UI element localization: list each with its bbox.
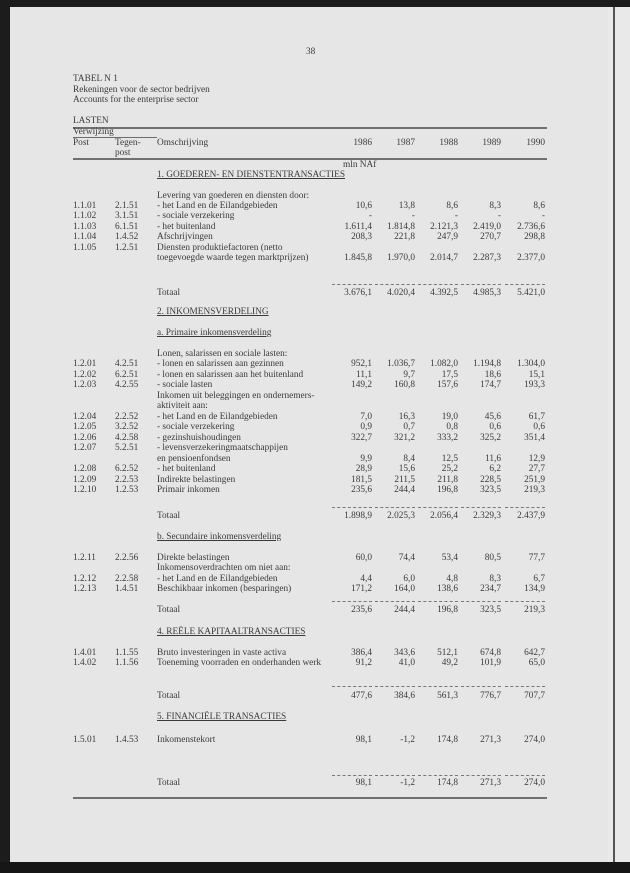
table-row-value: - <box>411 211 415 221</box>
total-value: 219,3 <box>524 605 545 615</box>
table-row-value: 512,1 <box>437 648 458 658</box>
table-id: TABEL N 1 <box>73 74 118 84</box>
table-row-value: 28,9 <box>355 464 372 474</box>
table-row-value: 952,1 <box>351 359 372 369</box>
table-row-description-cont: en pensioenfondsen <box>157 454 231 464</box>
table-row-value: 1.845,8 <box>344 253 372 263</box>
table-row-tegenpost: 5.2.51 <box>115 443 139 453</box>
total-value: 3.676,1 <box>344 288 372 298</box>
table-row-tegenpost: 1.1.56 <box>115 658 139 668</box>
table-title-en: Accounts for the enterprise sector <box>73 95 199 105</box>
table-row-value: 1.036,7 <box>387 359 415 369</box>
table-row-post: 1.2.12 <box>73 574 97 584</box>
table-row-value: 1.304,0 <box>517 359 545 369</box>
table-row-value: 157,6 <box>437 380 458 390</box>
table-row-value: 386,4 <box>351 648 372 658</box>
table-row-value: 8,6 <box>446 201 458 211</box>
subtotal-rule <box>332 284 372 285</box>
table-row-description-cont: toegevoegde waarde tegen marktprijzen) <box>157 253 309 263</box>
subtotal-rule <box>332 775 372 776</box>
table-row-value: 77,7 <box>528 553 545 563</box>
total-label: Totaal <box>157 605 181 615</box>
table-row-value: 60,0 <box>355 553 372 563</box>
table-row-value: - <box>541 211 545 221</box>
subtotal-rule <box>418 284 458 285</box>
table-row-description: Direkte belastingen <box>157 553 230 563</box>
table-row-value: 27,7 <box>528 464 545 474</box>
table-row-description: - levensverzekeringmaatschappijen <box>157 443 288 453</box>
table-bottom-rule <box>73 797 547 799</box>
total-label: Totaal <box>157 778 181 788</box>
total-value: 5.421,0 <box>517 288 545 298</box>
total-value: 98,1 <box>355 778 372 788</box>
table-row-value: - <box>454 211 458 221</box>
table-row-value: 17,5 <box>441 370 458 380</box>
table-row-value: 247,9 <box>437 232 458 242</box>
table-row-value: - <box>368 211 372 221</box>
total-value: 1.898,9 <box>344 511 372 521</box>
table-row-value: 4,8 <box>446 574 458 584</box>
table-row-value: 8,3 <box>489 574 501 584</box>
section-title: 4. REËLE KAPITAALTRANSACTIES <box>157 627 306 637</box>
table-row-post: 1.5.01 <box>73 735 97 745</box>
table-row-value: 101,9 <box>480 658 501 668</box>
table-row-value: 174,8 <box>437 735 458 745</box>
header-rule-bottom <box>73 158 547 160</box>
column-header-year: 1989 <box>482 138 501 148</box>
table-row-value: 6,7 <box>533 574 545 584</box>
table-row-value: 164,0 <box>394 584 415 594</box>
table-row-value: 193,3 <box>524 380 545 390</box>
table-row-value: 2.419,0 <box>473 222 501 232</box>
table-row-value: 7,0 <box>360 412 372 422</box>
table-row-value: 235,6 <box>351 485 372 495</box>
table-row-value: 8,4 <box>403 454 415 464</box>
column-header-year: 1988 <box>439 138 458 148</box>
table-row-value: 15,1 <box>528 370 545 380</box>
header-rule-top <box>73 127 547 129</box>
table-row-value: 10,6 <box>355 201 372 211</box>
table-row-tegenpost: 1.4.53 <box>115 735 139 745</box>
table-row-post: 1.2.05 <box>73 422 97 432</box>
table-row-post: 1.2.11 <box>73 553 96 563</box>
subtotal-rule <box>461 284 501 285</box>
table-row-post: 1.1.02 <box>73 211 97 221</box>
column-header-year: 1987 <box>396 138 415 148</box>
table-row-value: - <box>497 211 501 221</box>
total-value: 271,3 <box>480 778 501 788</box>
total-value: 274,0 <box>524 778 545 788</box>
subtotal-rule <box>461 601 501 602</box>
total-label: Totaal <box>157 511 181 521</box>
table-row-value: 0,6 <box>533 422 545 432</box>
total-value: 561,3 <box>437 691 458 701</box>
table-row-value: 2.377,0 <box>517 253 545 263</box>
table-row-description: Indirekte belastingen <box>157 475 236 485</box>
total-value: 2.025,3 <box>387 511 415 521</box>
table-row-value: 8,6 <box>533 201 545 211</box>
subtotal-rule <box>461 686 501 687</box>
subtotal-rule <box>505 507 545 508</box>
table-row-tegenpost: 1.2.51 <box>115 243 139 253</box>
table-row-value: 196,8 <box>437 485 458 495</box>
table-row-value: 6,2 <box>489 464 501 474</box>
table-row-value: 270,7 <box>480 232 501 242</box>
table-row-post: 1.2.03 <box>73 380 97 390</box>
table-row-description: - het Land en de Eilandgebieden <box>157 574 278 584</box>
table-row-description: Inkomenstekort <box>157 735 216 745</box>
subtotal-rule <box>505 686 545 687</box>
table-row-value: 6,0 <box>403 574 415 584</box>
table-row-value: 1.611,4 <box>344 222 372 232</box>
table-row-value: 49,2 <box>441 658 458 668</box>
table-row-value: 74,4 <box>398 553 415 563</box>
table-row-value: 91,2 <box>355 658 372 668</box>
table-row-value: 642,7 <box>524 648 545 658</box>
total-value: 707,7 <box>524 691 545 701</box>
table-row-description: - sociale lasten <box>157 380 213 390</box>
table-row-description: Afschrijvingen <box>157 232 213 242</box>
total-value: 2.329,3 <box>473 511 501 521</box>
table-row-value: 181,5 <box>351 475 372 485</box>
subtotal-rule <box>375 284 415 285</box>
table-row-tegenpost: 2.2.56 <box>115 553 139 563</box>
column-header-tegenpost: Tegen- <box>115 138 141 148</box>
table-row-value: 298,8 <box>524 232 545 242</box>
total-value: 323,5 <box>480 605 501 615</box>
table-row-value: 211,8 <box>437 475 458 485</box>
table-row-value: 12,9 <box>528 454 545 464</box>
subtotal-rule <box>418 601 458 602</box>
table-row-value: 2.736,6 <box>517 222 545 232</box>
table-row-value: 1.194,8 <box>473 359 501 369</box>
total-value: 477,6 <box>351 691 372 701</box>
table-row-value: 11,6 <box>485 454 501 464</box>
table-row-description: Toeneming voorraden en onderhanden werk <box>157 658 322 668</box>
table-row-value: 12,5 <box>441 454 458 464</box>
table-row-value: 13,8 <box>398 201 415 211</box>
table-row-tegenpost: 4.2.55 <box>115 380 139 390</box>
table-row-post: 1.2.01 <box>73 359 97 369</box>
table-row-value: 271,3 <box>480 735 501 745</box>
page-number: 38 <box>306 47 316 57</box>
table-row-post: 1.1.05 <box>73 243 97 253</box>
table-row-value: 19,0 <box>441 412 458 422</box>
column-group-verwijzing: Verwijzing <box>73 127 114 137</box>
table-row-value: 80,5 <box>484 553 501 563</box>
section-title: 1. GOEDEREN- EN DIENSTENTRANSACTIES <box>157 170 345 180</box>
table-row-tegenpost: 6.1.51 <box>115 222 139 232</box>
section-title: 5. FINANCIËLE TRANSACTIES <box>157 712 287 722</box>
subtotal-rule <box>375 601 415 602</box>
total-value: 235,6 <box>351 605 372 615</box>
total-value: 2.437,9 <box>517 511 545 521</box>
section-intro: Inkomensoverdrachten om niet aan: <box>157 563 291 573</box>
table-row-description: - sociale verzekering <box>157 422 235 432</box>
table-row-value: 0,8 <box>446 422 458 432</box>
subsection-title: a. Primaire inkomensverdeling <box>157 328 272 338</box>
table-row-value: 171,2 <box>351 584 372 594</box>
table-row-tegenpost: 4.2.51 <box>115 359 139 369</box>
table-row-tegenpost: 3.2.52 <box>115 422 139 432</box>
table-row-tegenpost: 4.2.58 <box>115 433 139 443</box>
total-value: 4.985,3 <box>473 288 501 298</box>
table-row-value: 221,8 <box>394 232 415 242</box>
table-row-value: 18,6 <box>484 370 501 380</box>
table-row-tegenpost: 2.2.52 <box>115 412 139 422</box>
table-row-description: Beschikbaar inkomen (besparingen) <box>157 584 292 594</box>
subtotal-rule <box>375 507 415 508</box>
total-value: 174,8 <box>437 778 458 788</box>
table-row-tegenpost: 1.1.55 <box>115 648 139 658</box>
table-row-value: 0,6 <box>489 422 501 432</box>
total-value: 4.020,4 <box>387 288 415 298</box>
table-row-value: 219,3 <box>524 485 545 495</box>
table-row-value: 244,4 <box>394 485 415 495</box>
subtotal-rule <box>461 507 501 508</box>
table-row-value: 234,7 <box>480 584 501 594</box>
total-value: -1,2 <box>400 778 415 788</box>
column-header-year: 1986 <box>353 138 372 148</box>
column-header-year: 1990 <box>526 138 545 148</box>
table-row-tegenpost: 2.2.58 <box>115 574 139 584</box>
table-row-value: 351,4 <box>524 433 545 443</box>
table-row-value: -1,2 <box>400 735 415 745</box>
table-row-value: 333,2 <box>437 433 458 443</box>
table-row-post: 1.4.01 <box>73 648 97 658</box>
table-row-value: 1.082,0 <box>430 359 458 369</box>
table-row-tegenpost: 1.4.51 <box>115 584 139 594</box>
table-row-value: 134,9 <box>524 584 545 594</box>
table-row-post: 1.2.02 <box>73 370 97 380</box>
table-row-value: 322,7 <box>351 433 372 443</box>
table-row-post: 1.2.07 <box>73 443 97 453</box>
table-row-post: 1.2.04 <box>73 412 97 422</box>
table-row-value: 251,9 <box>524 475 545 485</box>
subsection-title: b. Secundaire inkomensverdeling <box>157 532 282 542</box>
table-row-tegenpost: 6.2.52 <box>115 464 139 474</box>
table-row-value: 0,7 <box>403 422 415 432</box>
table-row-post: 1.2.13 <box>73 584 97 594</box>
table-row-value: 9,9 <box>360 454 372 464</box>
table-row-value: 228,5 <box>480 475 501 485</box>
subtotal-rule <box>418 686 458 687</box>
table-row-description: - het Land en de Eilandgebieden <box>157 412 278 422</box>
table-row-post: 1.2.06 <box>73 433 97 443</box>
column-header-omschrijving: Omschrijving <box>157 138 209 148</box>
table-row-post: 1.4.02 <box>73 658 97 668</box>
section-intro: Levering van goederen en diensten door: <box>157 191 310 201</box>
table-row-value: 25,2 <box>441 464 458 474</box>
table-title-nl: Rekeningen voor de sector bedrijven <box>73 85 210 95</box>
total-label: Totaal <box>157 288 181 298</box>
table-row-value: 174,7 <box>480 380 501 390</box>
table-row-value: 149,2 <box>351 380 372 390</box>
subtotal-rule <box>375 686 415 687</box>
column-header-post: Post <box>73 138 90 148</box>
table-row-description: Bruto investeringen in vaste activa <box>157 648 287 658</box>
table-row-description: - sociale verzekering <box>157 211 235 221</box>
page-edge-shadow <box>613 7 615 862</box>
table-row-value: 61,7 <box>528 412 545 422</box>
table-row-value: 321,2 <box>394 433 415 443</box>
table-row-description: - lonen en salarissen aan het buitenland <box>157 370 304 380</box>
table-row-value: 274,0 <box>524 735 545 745</box>
total-value: 4.392,5 <box>430 288 458 298</box>
table-row-value: 53,4 <box>441 553 458 563</box>
table-row-value: 208,3 <box>351 232 372 242</box>
total-value: 2.056,4 <box>430 511 458 521</box>
total-label: Totaal <box>157 691 181 701</box>
subtotal-rule <box>505 775 545 776</box>
table-row-description: - lonen en salarissen aan gezinnen <box>157 359 284 369</box>
table-row-value: 2.287,3 <box>473 253 501 263</box>
table-row-value: 0,9 <box>360 422 372 432</box>
scan-border-bottom <box>0 862 630 873</box>
unit-label: mln NAf <box>343 160 377 170</box>
table-row-value: 1.970,0 <box>387 253 415 263</box>
table-row-post: 1.1.03 <box>73 222 97 232</box>
page-edge <box>608 7 630 862</box>
table-row-description: Diensten produktiefactoren (netto <box>157 243 283 253</box>
section-intro: Lonen, salarissen en sociale lasten: <box>157 349 288 359</box>
table-row-description: - gezinshuishoudingen <box>157 433 241 443</box>
table-row-value: 98,1 <box>355 735 372 745</box>
total-value: 384,6 <box>394 691 415 701</box>
table-row-value: 41,0 <box>398 658 415 668</box>
table-row-value: 15,6 <box>398 464 415 474</box>
subtotal-rule <box>505 601 545 602</box>
table-row-tegenpost: 3.1.51 <box>115 211 139 221</box>
table-row-value: 45,6 <box>484 412 501 422</box>
table-row-value: 674,8 <box>480 648 501 658</box>
table-row-tegenpost: 1.4.52 <box>115 232 139 242</box>
table-row-tegenpost: 1.2.53 <box>115 485 139 495</box>
table-row-value: 2.121,3 <box>430 222 458 232</box>
table-row-post: 1.1.01 <box>73 201 97 211</box>
section-intro-cont: aktiviteit aan: <box>157 401 208 411</box>
subtotal-rule <box>505 284 545 285</box>
table-row-post: 1.2.10 <box>73 485 97 495</box>
table-row-description: - het Land en de Eilandgebieden <box>157 201 278 211</box>
table-row-post: 1.2.09 <box>73 475 97 485</box>
table-row-description: - het buitenland <box>157 222 216 232</box>
table-row-value: 343,6 <box>394 648 415 658</box>
table-row-description: Primair inkomen <box>157 485 220 495</box>
table-row-value: 325,2 <box>480 433 501 443</box>
table-row-post: 1.2.08 <box>73 464 97 474</box>
section-title: 2. INKOMENSVERDELING <box>157 307 269 317</box>
column-header-tegenpost-2: post <box>115 148 131 158</box>
table-row-value: 8,3 <box>489 201 501 211</box>
subtotal-rule <box>418 775 458 776</box>
section-intro: Inkomen uit beleggingen en ondernemers- <box>157 391 315 401</box>
table-row-post: 1.1.04 <box>73 232 97 242</box>
table-row-value: 16,3 <box>398 412 415 422</box>
subtotal-rule <box>418 507 458 508</box>
table-row-value: 1.814,8 <box>387 222 415 232</box>
subtotal-rule <box>375 775 415 776</box>
table-row-tegenpost: 2.2.53 <box>115 475 139 485</box>
table-row-value: 160,8 <box>394 380 415 390</box>
side-label: LASTEN <box>73 116 109 126</box>
total-value: 196,8 <box>437 605 458 615</box>
table-row-value: 65,0 <box>528 658 545 668</box>
table-row-value: 211,5 <box>394 475 415 485</box>
subtotal-rule <box>461 775 501 776</box>
table-row-value: 323,5 <box>480 485 501 495</box>
table-row-tegenpost: 2.1.51 <box>115 201 139 211</box>
total-value: 776,7 <box>480 691 501 701</box>
total-value: 244,4 <box>394 605 415 615</box>
subtotal-rule <box>332 507 372 508</box>
table-row-value: 4,4 <box>360 574 372 584</box>
table-row-tegenpost: 6.2.51 <box>115 370 139 380</box>
subtotal-rule <box>332 601 372 602</box>
table-row-value: 2.014,7 <box>430 253 458 263</box>
table-row-description: - het buitenland <box>157 464 216 474</box>
table-row-value: 11,1 <box>356 370 372 380</box>
table-row-value: 138,6 <box>437 584 458 594</box>
subtotal-rule <box>332 686 372 687</box>
table-row-value: 9,7 <box>403 370 415 380</box>
